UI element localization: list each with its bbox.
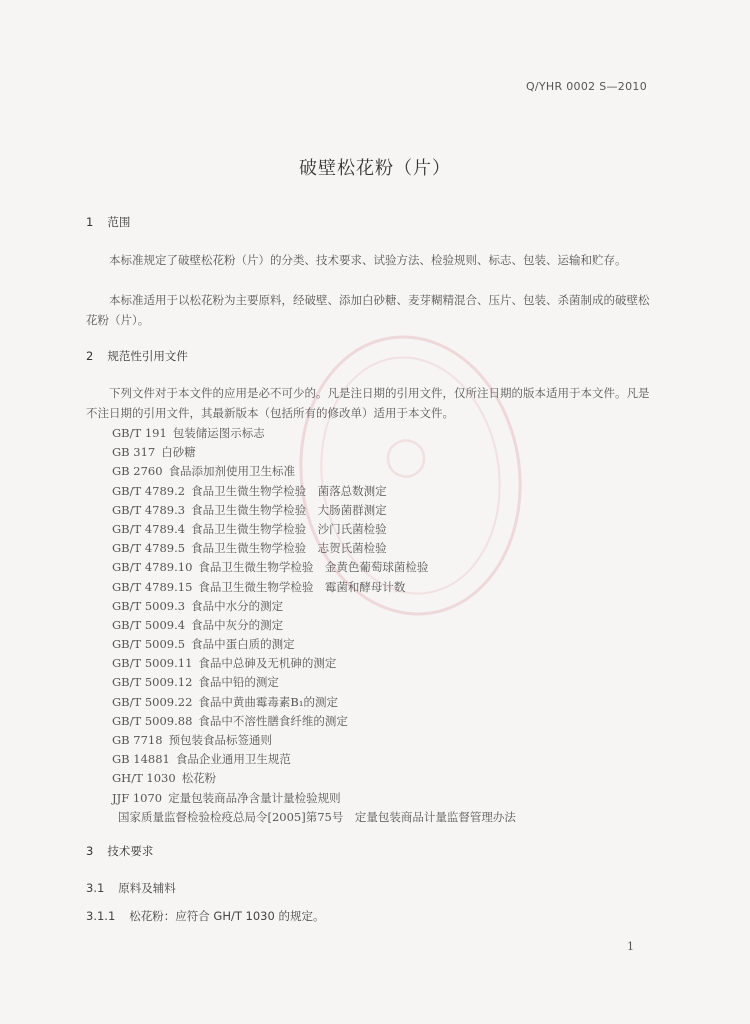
- list-item: [112, 578, 516, 597]
- reference-title: 松花粉: [181, 771, 217, 786]
- references-intro: 下列文件对于本文件的应用是必不可少的。凡是注日期的引用文件，仅所注日期的版本适用于本文件。凡是不注日期的引用文件，其最新版本（包括所有的修改单）适用于本文件。: [86, 386, 650, 420]
- reference-code: GB/T 5009.3: [112, 598, 186, 613]
- list-item: [112, 635, 516, 654]
- section-number: 1: [86, 215, 94, 229]
- reference-title: 食品中不溶性膳食纤维的测定: [198, 713, 348, 728]
- reference-title: 食品中蛋白质的测定: [191, 637, 295, 652]
- clause-number: 3.1.1: [86, 909, 116, 923]
- reference-title: 食品中灰分的测定: [191, 617, 284, 632]
- reference-code: GB/T 4789.2: [112, 483, 186, 498]
- subsection-title: 原料及辅料: [118, 881, 176, 895]
- reference-code: GB 2760: [112, 464, 163, 479]
- reference-code: GB/T 4789.15: [112, 579, 193, 594]
- reference-code: GB/T 5009.22: [112, 694, 193, 709]
- reference-title: 白砂糖: [161, 445, 196, 460]
- list-item: [112, 673, 516, 692]
- section-3-heading: [86, 843, 153, 859]
- list-item: [112, 501, 516, 520]
- document-title: 破壁松花粉（片）: [299, 158, 451, 179]
- reference-code: GB/T 4789.10: [112, 560, 193, 575]
- list-item: [112, 462, 516, 481]
- list-item: [112, 520, 516, 539]
- reference-title: 定量包装商品净含量计量检验规则: [168, 790, 341, 805]
- section-1-heading: [86, 214, 130, 230]
- reference-title: 食品卫生微生物学检验 金黄色葡萄球菌检验: [198, 560, 429, 575]
- reference-title: 国家质量监督检验检疫总局令[2005]第75号 定量包装商品计量监督管理办法: [118, 809, 516, 824]
- page-number: 1: [627, 940, 634, 953]
- reference-code: GB/T 5009.88: [112, 713, 193, 728]
- standard-code: Q/YHR 0002 S—2010: [525, 80, 647, 93]
- reference-code: GB 14881: [112, 752, 170, 767]
- list-item: [112, 750, 516, 769]
- list-item: [112, 654, 516, 673]
- reference-title: 预包装食品标签通则: [168, 733, 273, 747]
- section-number: 3: [86, 844, 94, 858]
- reference-code: GB/T 5009.11: [112, 656, 193, 671]
- list-item: [112, 443, 516, 462]
- reference-code: GB/T 4789.5: [112, 541, 186, 556]
- reference-code: GB/T 4789.3: [112, 502, 186, 517]
- section-number: 2: [86, 349, 94, 363]
- reference-title: 食品企业通用卫生规范: [175, 752, 291, 767]
- reference-code: GB/T 4789.4: [112, 521, 186, 536]
- reference-code: GB/T 5009.12: [112, 675, 193, 690]
- subsection-3-1-heading: [86, 880, 176, 896]
- reference-code: GB/T 191: [112, 426, 167, 440]
- section-title: 技术要求: [107, 844, 154, 858]
- reference-list: [112, 424, 516, 827]
- list-item: [112, 693, 516, 712]
- list-item: [112, 616, 516, 635]
- reference-title: 食品中水分的测定: [191, 598, 284, 613]
- scope-paragraph-2: 本标准适用于以松花粉为主要原料，经破壁、添加白砂糖、麦芽糊精混合、压片、包装、杀菌制成的破壁松花粉（片）。: [86, 293, 650, 327]
- section-2-heading: [86, 348, 188, 364]
- reference-title: 食品中黄曲霉毒素B₁的测定: [198, 694, 338, 709]
- list-item: [112, 769, 516, 788]
- reference-title: 食品卫生微生物学检验 霉菌和酵母计数: [198, 579, 406, 594]
- reference-code: GB/T 5009.5: [112, 637, 186, 652]
- list-item: [112, 808, 516, 827]
- reference-code: JJF 1070: [112, 790, 163, 805]
- clause-3-1-1: [86, 908, 324, 924]
- list-item: [112, 597, 516, 616]
- section-title: 规范性引用文件: [107, 349, 188, 363]
- reference-code: GH/T 1030: [112, 771, 176, 786]
- reference-title: 食品卫生微生物学检验 志贺氏菌检验: [191, 541, 387, 556]
- reference-code: GB 317: [112, 445, 156, 460]
- list-item: [112, 424, 516, 443]
- list-item: [112, 558, 516, 577]
- list-item: [112, 482, 516, 501]
- list-item: [112, 539, 516, 558]
- subsection-number: 3.1: [86, 881, 105, 895]
- reference-title: 食品中铅的测定: [198, 675, 279, 690]
- list-item: [112, 712, 516, 731]
- clause-text: 松花粉：应符合 GH/T 1030 的规定。: [129, 909, 325, 923]
- seal-mark: ◯: [381, 430, 434, 481]
- reference-code: GB 7718: [112, 733, 163, 747]
- reference-title: 食品卫生微生物学检验 菌落总数测定: [191, 483, 387, 498]
- reference-code: GB/T 5009.4: [112, 617, 186, 632]
- reference-title: 食品添加剂使用卫生标准: [168, 464, 296, 479]
- scope-paragraph-1: 本标准规定了破壁松花粉（片）的分类、技术要求、试验方法、检验规则、标志、包装、运输和贮存。: [109, 253, 627, 267]
- reference-title: 食品中总砷及无机砷的测定: [198, 656, 337, 671]
- list-item: [112, 731, 516, 750]
- list-item: [112, 789, 516, 808]
- reference-title: 包装储运图示标志: [172, 426, 265, 440]
- section-title: 范围: [107, 215, 131, 229]
- reference-title: 食品卫生微生物学检验 沙门氏菌检验: [191, 521, 387, 536]
- reference-title: 食品卫生微生物学检验 大肠菌群测定: [191, 502, 387, 517]
